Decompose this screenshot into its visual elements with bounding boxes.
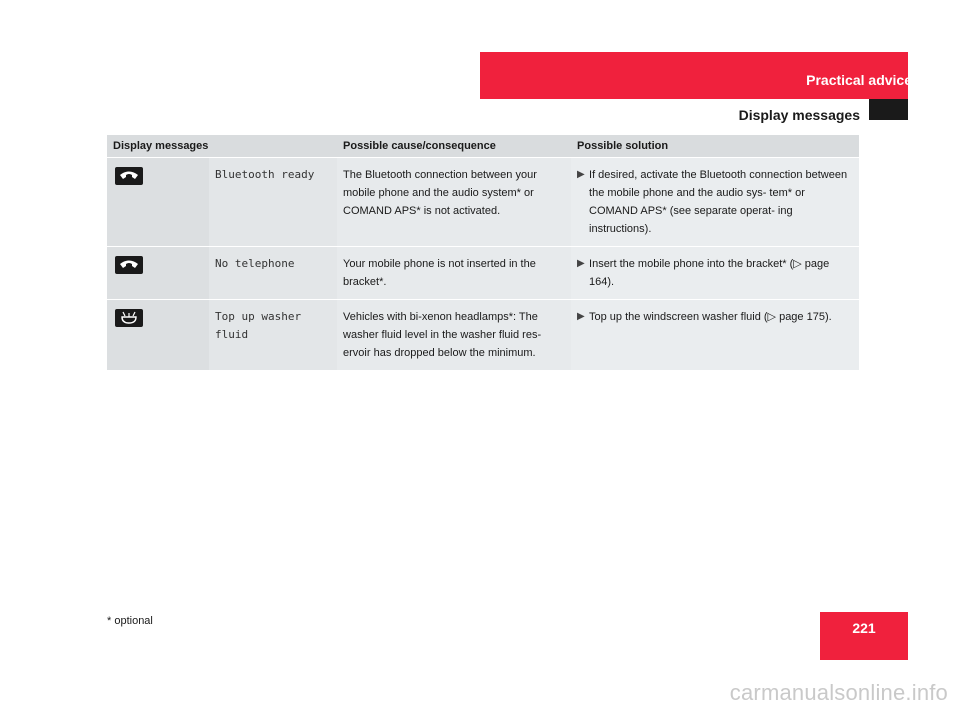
message-text: Top up washer fluid	[209, 300, 337, 371]
table-row	[107, 247, 859, 300]
col-header-cause: Possible cause/consequence	[337, 135, 571, 158]
icon-cell	[107, 158, 209, 247]
solution-cell	[571, 247, 859, 300]
cause-text: Vehicles with bi-xenon headlamps*: The washer fluid level in the washer fluid res- ervoir has dropped below the minimum.	[337, 300, 571, 371]
bullet-arrow-icon: ▶	[577, 169, 585, 180]
icon-cell	[107, 247, 209, 300]
washer-fluid-icon	[115, 309, 143, 327]
table-row	[107, 158, 859, 247]
col-header-display-messages: Display messages	[107, 135, 337, 158]
icon-cell	[107, 300, 209, 371]
display-messages-table	[107, 135, 859, 370]
watermark: carmanualsonline.info	[729, 680, 948, 705]
message-text: No telephone	[209, 247, 337, 300]
solution-cell	[571, 300, 859, 371]
bullet-arrow-icon: ▶	[577, 311, 585, 322]
telephone-icon	[115, 167, 143, 185]
cause-text: Your mobile phone is not inserted in the bracket*.	[337, 247, 571, 300]
subsection-title: Display messages	[738, 107, 860, 123]
message-text: Bluetooth ready	[209, 158, 337, 247]
page-number: 221	[852, 620, 876, 636]
footnote: * optional	[107, 615, 153, 627]
cause-text: The Bluetooth connection between your mobile phone and the audio system* or COMAND APS* is not activated.	[337, 158, 571, 247]
section-title: Practical advice	[806, 72, 912, 88]
col-header-solution: Possible solution	[571, 135, 859, 158]
solution-text: If desired, activate the Bluetooth connection between the mobile phone and the audio sys- tem* or COMAND APS* (see separate operat- ing instructions).	[589, 169, 848, 235]
header-black-tab	[869, 99, 908, 120]
solution-cell	[571, 158, 859, 247]
bullet-arrow-icon: ▶	[577, 258, 585, 269]
table-row	[107, 300, 859, 371]
solution-text: Top up the windscreen washer fluid (▷ page 175).	[589, 311, 832, 323]
solution-text: Insert the mobile phone into the bracket* (▷ page 164).	[589, 258, 830, 288]
telephone-icon	[115, 256, 143, 274]
table-header-row	[107, 135, 859, 158]
